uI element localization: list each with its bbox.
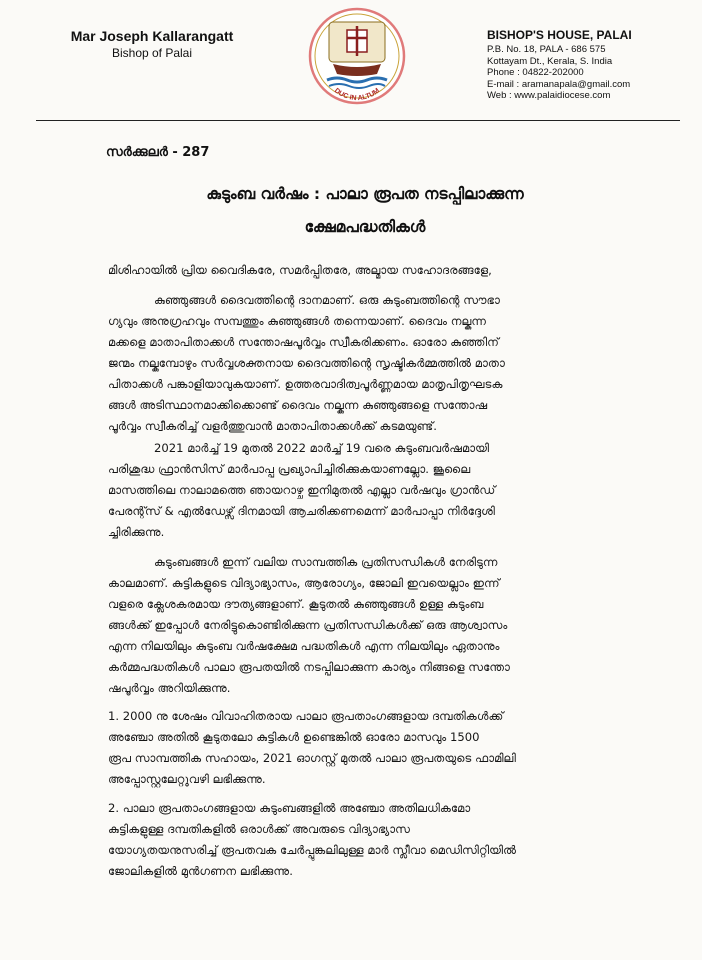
text-line: ച്ചിരിക്കുന്നു. [108, 525, 165, 539]
text-line: ങ്ങൾക്ക് ഇപ്പോൾ നേരിട്ടുകൊണ്ടിരിക്കുന്ന പ്രതിസന്ധികൾക്ക് ഒരു ആശ്വാസം [108, 618, 508, 632]
text-line: കർമ്മപദ്ധതികൾ പാലാ രൂപതയിൽ നടപ്പിലാക്കുന്ന കാര്യം നിങ്ങളെ സന്തോ [108, 660, 510, 674]
title-line: ക്ഷേമപദ്ധതികൾ [304, 218, 426, 236]
text-line: മാസത്തിലെ നാലാമത്തെ ഞായറാഴ്ച ഇനിമുതൽ എല്ലാ വർഷവും ഗ്രാൻഡ് [108, 483, 496, 497]
header-divider [36, 120, 680, 121]
text-line: 2021 മാർച്ച് 19 മുതൽ 2022 മാർച്ച് 19 വരെ കുടുംബവർഷമായി [154, 441, 490, 455]
paragraph-1 [108, 290, 656, 437]
email-line: E-mail : aramanapala@gmail.com [487, 78, 631, 90]
text-line: ഗ്യവും അനുഗ്രഹവും സമ്പത്തും കുഞ്ഞുങ്ങൾ തന്നെയാണ്. ദൈവം നല്കുന്ന [108, 314, 487, 328]
circular-number: സർക്കുലർ - 287 [106, 145, 210, 160]
paragraph-2 [108, 438, 656, 543]
text-line: ങ്ങൾ അടിസ്ഥാനമാക്കിക്കൊണ്ട് ദൈവം നല്കുന്ന കുഞ്ഞുങ്ങളെ സന്തോഷ [108, 398, 488, 412]
address-line: Kottayam Dt., Kerala, S. India [487, 55, 613, 67]
text-line: രൂപ സാമ്പത്തിക സഹായം, 2021 ഓഗസ്റ്റ് മുതൽ പാലാ രൂപതയുടെ ഫാമിലി [108, 751, 516, 765]
text-line: പരിശുദ്ധ ഫ്രാൻസിസ് മാർപാപ്പ പ്രഖ്യാപിച്ചിരിക്കുകയാണല്ലോ. ജൂലൈ [108, 462, 471, 476]
text-line: ഷപൂർവ്വം അറിയിക്കുന്നു. [108, 681, 231, 695]
text-line: കുട്ടികളുള്ള ദമ്പതികളിൽ ഒരാൾക്ക് അവരുടെ വിദ്യാഭ്യാസ [108, 822, 410, 836]
text-line: അഞ്ചോ അതിൽ കൂടുതലോ കുട്ടികൾ ഉണ്ടെങ്കിൽ ഓരോ മാസവും 1500 [108, 730, 480, 744]
text-line: ജോലികളിൽ മുൻഗണന ലഭിക്കുന്നു. [108, 864, 293, 878]
web-line: Web : www.palaidiocese.com [487, 90, 611, 101]
paragraph-3 [108, 552, 656, 699]
text-line: പൂർവ്വം സ്വീകരിച്ച് വളർത്തുവാൻ മാതാപിതാക്കൾക്ക് കടമയുണ്ട്. [108, 419, 437, 433]
text-line: 2. പാലാ രൂപതാംഗങ്ങളായ കുടുംബങ്ങളിൽ അഞ്ചോ അതിലധികമോ [108, 801, 471, 815]
phone-line: Phone : 04822-202000 [487, 67, 584, 78]
diocese-seal-icon [307, 6, 407, 106]
text-line: ജന്മം നല്കുമ്പോഴും സർവ്വശക്തനായ ദൈവത്തിന്റെ സൃഷ്ടികർമ്മത്തിൽ മാതാ [108, 356, 505, 370]
address-line: P.B. No. 18, PALA - 686 575 [487, 44, 606, 55]
text-line: 1. 2000 നു ശേഷം വിവാഹിതരായ പാലാ രൂപതാംഗങ്ങളായ ദമ്പതികൾക്ക് [108, 709, 504, 723]
seal-motto: DUC IN ALTUM [332, 87, 382, 103]
text-line: എന്ന നിലയിലും കുടുംബ വർഷക്ഷേമ പദ്ധതികൾ എന്ന നിലയിലും ഏതാനും [108, 639, 500, 653]
text-line: കുടുംബങ്ങൾ ഇന്ന് വലിയ സാമ്പത്തിക പ്രതിസന്ധികൾ നേരിടുന്ന [154, 555, 498, 569]
bishop-block [42, 28, 262, 60]
text-line: കുഞ്ഞുങ്ങൾ ദൈവത്തിന്റെ ദാനമാണ്. ഒരു കുടുംബത്തിന്റെ സൗഭാ [154, 293, 500, 307]
scheme-item-1 [108, 706, 656, 790]
text-line: വളരെ ക്ലേശകരമായ ദൗത്യങ്ങളാണ്. കൂടുതൽ കുഞ്ഞുങ്ങൾ ഉള്ള കുടുംബ [108, 597, 484, 611]
bishop-title: Bishop of Palai [111, 46, 193, 60]
scheme-item-2 [108, 798, 656, 882]
text-line: അപ്പോസ്റ്റലേറ്റുവഴി ലഭിക്കുന്നു. [108, 772, 266, 786]
text-line: പേരന്റ്സ് & എൽഡേഴ്സ് ദിനമായി ആചരിക്കണമെന്ന് മാർപാപ്പാ നിർദ്ദേശി [108, 504, 495, 518]
address-block [487, 28, 687, 102]
text-line: മക്കളെ മാതാപിതാക്കൾ സന്തോഷപൂർവ്വം സ്വീകരിക്കണം. ഓരോ കുഞ്ഞിന് [108, 335, 499, 349]
salutation: മിശിഹായിൽ പ്രിയ വൈദികരേ, സമർപ്പിതരേ, അല്മായ സഹോദരങ്ങളേ, [108, 263, 492, 277]
text-line: കാലമാണ്. കുട്ടികളുടെ വിദ്യാഭ്യാസം, ആരോഗ്യം, ജോലി ഇവയെല്ലാം ഇന്ന് [108, 576, 500, 590]
letter-title [110, 178, 620, 244]
text-line: പിതാക്കൾ പങ്കാളിയാവുകയാണ്. ഉത്തരവാദിത്വപൂർണ്ണമായ മാതൃപിതൃഘടക [108, 377, 503, 391]
title-line: കുടുംബ വർഷം : പാലാ രൂപത നടപ്പിലാക്കുന്ന [206, 185, 524, 203]
text-line: യോഗ്യതയനുസരിച്ച് രൂപതവക ചേർപ്പുങ്കലിലുള്ള മാർ സ്ലീവാ മെഡിസിറ്റിയിൽ [108, 843, 516, 857]
bishop-name: Mar Joseph Kallarangatt [70, 28, 234, 44]
org-name: BISHOP'S HOUSE, PALAI [487, 28, 632, 42]
